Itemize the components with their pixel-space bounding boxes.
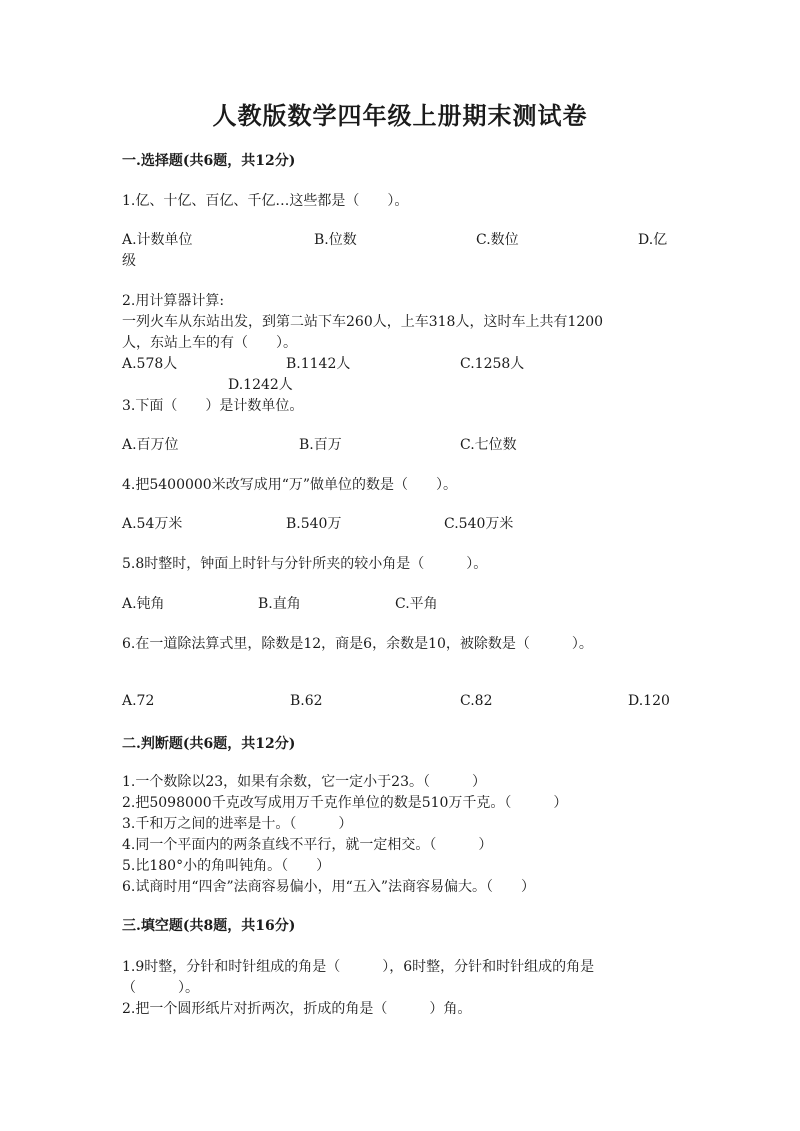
question-5-stem: 5.8时整时，钟面上时针与分针所夹的较小角是（ ）。: [122, 556, 488, 572]
judgment-item-6: 6.试商时用“四舍”法商容易偏小，用“五入”法商容易偏大。（ ）: [122, 879, 535, 895]
section-heading-fill-blank: 三.填空题(共8题，共16分): [122, 918, 296, 934]
judgment-item-1: 1.一个数除以23，如果有余数，它一定小于23。（ ）: [122, 774, 486, 790]
question-5-option-c: C.平角: [395, 596, 438, 612]
judgment-item-4: 4.同一个平面内的两条直线不平行，就一定相交。（ ）: [122, 837, 493, 853]
question-3-option-b: B.百万: [299, 437, 342, 453]
fill-blank-item-1-line-1: 1.9时整，分针和时针组成的角是（ ），6时整，分针和时针组成的角是: [122, 959, 595, 975]
question-2-option-d: D.1242人: [228, 377, 293, 393]
question-3-stem: 3.下面（ ）是计数单位。: [122, 398, 304, 414]
judgment-item-5: 5.比180°小的角叫钝角。（ ）: [122, 858, 331, 874]
question-5-option-a: A.钝角: [122, 596, 165, 612]
question-2-option-a: A.578人: [122, 356, 178, 372]
judgment-item-3: 3.千和万之间的进率是十。（ ）: [122, 816, 353, 832]
question-6-option-a: A.72: [122, 693, 155, 709]
question-4-option-c: C.540万米: [444, 516, 514, 532]
question-3-option-a: A.百万位: [122, 437, 179, 453]
question-2-line-1: 2.用计算器计算:: [122, 293, 225, 309]
question-1-stem: 1.亿、十亿、百亿、千亿…这些都是（ ）。: [122, 193, 409, 209]
question-6-option-d: D.120: [628, 693, 670, 709]
question-2-line-2: 一列火车从东站出发，到第二站下车260人，上车318人，这时车上共有1200: [122, 314, 604, 330]
question-2-line-3: 人，东站上车的有（ ）。: [122, 335, 297, 351]
section-heading-choice: 一.选择题(共6题，共12分): [122, 153, 296, 169]
section-heading-judgment: 二.判断题(共6题，共12分): [122, 736, 296, 752]
question-1-option-a: A.计数单位: [122, 232, 193, 248]
question-4-option-b: B.540万: [286, 516, 342, 532]
question-3-option-c: C.七位数: [460, 437, 517, 453]
question-1-option-c: C.数位: [476, 232, 519, 248]
question-6-stem: 6.在一道除法算式里，除数是12，商是6，余数是10，被除数是（ ）。: [122, 636, 593, 652]
question-4-option-a: A.54万米: [122, 516, 183, 532]
question-1-option-d: D.亿: [638, 232, 668, 248]
question-1-option-b: B.位数: [314, 232, 357, 248]
question-4-stem: 4.把5400000米改写成用“万”做单位的数是（ ）。: [122, 477, 458, 493]
page-title: 人教版数学四年级上册期末测试卷: [212, 101, 588, 130]
question-2-option-c: C.1258人: [460, 356, 525, 372]
judgment-item-2: 2.把5098000千克改写成用万千克作单位的数是510万千克。（ ）: [122, 795, 568, 811]
question-1-option-d-wrap: 级: [122, 253, 136, 269]
fill-blank-item-1-line-2: （ ）。: [122, 980, 199, 996]
question-6-option-c: C.82: [460, 693, 493, 709]
question-2-option-b: B.1142人: [286, 356, 351, 372]
question-5-option-b: B.直角: [258, 596, 301, 612]
fill-blank-item-2: 2.把一个圆形纸片对折两次，折成的角是（ ）角。: [122, 1001, 472, 1017]
question-6-option-b: B.62: [290, 693, 323, 709]
